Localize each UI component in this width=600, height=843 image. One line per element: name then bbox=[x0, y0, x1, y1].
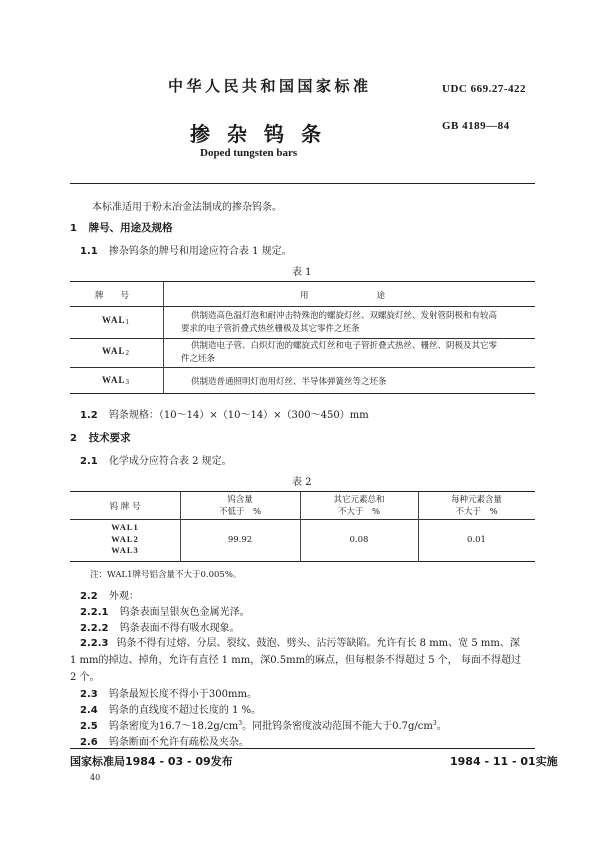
table-2-note: 注：WAL1牌号铝含量不大于0.005%。 bbox=[90, 570, 242, 580]
clause-text: 钨条不得有过熔、分层、裂纹、鼓泡、劈头、沾污等缺陷。允许有长 8 mm、宽 5 mm、深 bbox=[116, 638, 520, 649]
grade-cell: $WAL_1$ bbox=[102, 315, 131, 326]
section-number: 1 bbox=[70, 223, 77, 234]
table-1-column-divider bbox=[163, 282, 164, 393]
clause-1-1 bbox=[80, 242, 292, 257]
table-2-bottom-rule bbox=[70, 561, 535, 562]
use-cell: 供制造普通照明灯泡用灯丝、半导体弹簧丝等之坯条 bbox=[191, 377, 387, 387]
table-2-top-rule bbox=[70, 491, 535, 492]
clause-text: 2 个。 bbox=[70, 672, 100, 683]
clause-number: 2.5 bbox=[80, 721, 98, 732]
clause-text: 钨条最短长度不得小于300mm。 bbox=[108, 689, 257, 700]
use-cell: 供制造电子管、白炽灯泡的螺旋式灯丝和电子管折叠式热丝、栅丝、阴极及其它零 件之坯条 bbox=[181, 341, 498, 364]
table-2-header-grade: 钨 牌 号 bbox=[109, 502, 141, 512]
table-1-row-rule bbox=[70, 338, 535, 339]
section-1-heading bbox=[70, 220, 173, 235]
table-1-header-use: 用 途 bbox=[300, 291, 386, 301]
clause-number: 2.2.2 bbox=[80, 623, 109, 634]
clause-2-2-1 bbox=[80, 603, 250, 618]
clause-text: 掺杂钨条的牌号和用途应符合表 1 规定。 bbox=[108, 246, 292, 257]
each-element-max-value: 0.01 bbox=[467, 535, 486, 545]
table-1-bottom-rule bbox=[70, 393, 535, 394]
scope-statement: 本标准适用于粉末冶金法制成的掺杂钨条。 bbox=[92, 202, 282, 213]
clause-text: 钨条断面不允许有疏松及夹杂。 bbox=[108, 737, 249, 748]
clause-text: 1 mm的掉边、掉角，允许有直径 1 mm，深0.5mm的麻点，但每根条不得超过 5 个， 每面不得超过 bbox=[70, 655, 521, 666]
clause-2-5 bbox=[80, 717, 447, 732]
clause-2-1 bbox=[80, 452, 232, 467]
clause-text: 钨条的直线度不超过长度的 1 %。 bbox=[108, 705, 262, 716]
table-2-header-rule bbox=[70, 519, 535, 520]
section-2-heading bbox=[70, 430, 131, 445]
use-cell: 供制造高色温灯泡和耐冲击特殊泡的螺旋灯丝、双螺旋灯丝、发射管阴极和有较高 要求的电子管折叠式热丝栅极及其它零件之坯条 bbox=[181, 311, 498, 334]
clause-2-6 bbox=[80, 733, 249, 748]
section-number: 2 bbox=[70, 433, 77, 444]
table-1-header-rule bbox=[70, 306, 535, 307]
grade-cell: $WAL_2$ bbox=[102, 346, 131, 357]
page-number: 40 bbox=[90, 773, 101, 782]
tungsten-min-value: 99.92 bbox=[227, 535, 253, 545]
grade-list-cell: WAL1 WAL2 WAL3 bbox=[111, 522, 139, 555]
table-2-header-tungsten: 钨含量 不低于 % bbox=[218, 495, 262, 517]
table-1-header-grade: 牌 号 bbox=[95, 291, 130, 301]
document-title: 掺杂钨条 bbox=[190, 122, 338, 146]
table-2-caption: 表 2 bbox=[292, 477, 312, 488]
effective-date: 1984 - 11 - 01实施 bbox=[450, 755, 558, 768]
table-2-header-each-element: 每种元素含量 不大于 % bbox=[450, 495, 502, 517]
clause-2-3 bbox=[80, 685, 257, 700]
table-1-caption: 表 1 bbox=[292, 267, 312, 278]
clause-1-2 bbox=[80, 406, 369, 421]
country-standard-heading: 中华人民共和国国家标准 bbox=[168, 77, 372, 95]
clause-text: 钨条密度为$16.7\sim 18.2g/cm^3$。同批钨条密度波动范围不能大于$0.7g/cm^3$。 bbox=[108, 720, 447, 732]
grade-cell: $WAL_3$ bbox=[102, 375, 131, 386]
udc-code: UDC 669.27-422 bbox=[442, 83, 526, 95]
header-divider bbox=[70, 183, 535, 184]
clause-text: 化学成分应符合表 2 规定。 bbox=[108, 456, 232, 467]
issue-date: 国家标准局1984 - 03 - 09发布 bbox=[70, 755, 233, 768]
clause-number: 2.4 bbox=[80, 705, 98, 716]
clause-number: 1.2 bbox=[80, 410, 98, 421]
clause-text: 外观： bbox=[108, 591, 139, 602]
section-title: 技术要求 bbox=[88, 432, 131, 444]
clause-number: 2.6 bbox=[80, 737, 98, 748]
clause-2-2-2 bbox=[80, 619, 240, 634]
clause-2-4 bbox=[80, 701, 261, 716]
clause-text: 钨条表面不得有吸水现象。 bbox=[119, 623, 240, 634]
clause-text: 钨条表面呈银灰色金属光泽。 bbox=[119, 607, 250, 618]
standard-number: GB 4189—84 bbox=[442, 120, 510, 132]
clause-2-2-3 bbox=[70, 635, 521, 686]
clause-number: 2.2 bbox=[80, 591, 98, 602]
clause-number: 2.1 bbox=[80, 456, 98, 467]
footer-divider bbox=[70, 748, 535, 749]
clause-text: 钨条规格：（10～14）×（10～14）×（300～450）mm bbox=[108, 410, 369, 421]
table-1-top-rule bbox=[70, 281, 535, 282]
table-2-header-other-total: 其它元素总和 不大于 % bbox=[333, 495, 385, 517]
clause-number: 2.2.3 bbox=[80, 638, 109, 649]
clause-2-2 bbox=[80, 587, 139, 602]
clause-number: 1.1 bbox=[80, 246, 98, 257]
document-subtitle-en: Doped tungsten bars bbox=[200, 147, 298, 159]
table-1-row-rule bbox=[70, 367, 535, 368]
clause-number: 2.3 bbox=[80, 689, 98, 700]
section-title: 牌号、用途及规格 bbox=[88, 222, 173, 234]
clause-number: 2.2.1 bbox=[80, 607, 109, 618]
other-total-max-value: 0.08 bbox=[349, 535, 369, 545]
